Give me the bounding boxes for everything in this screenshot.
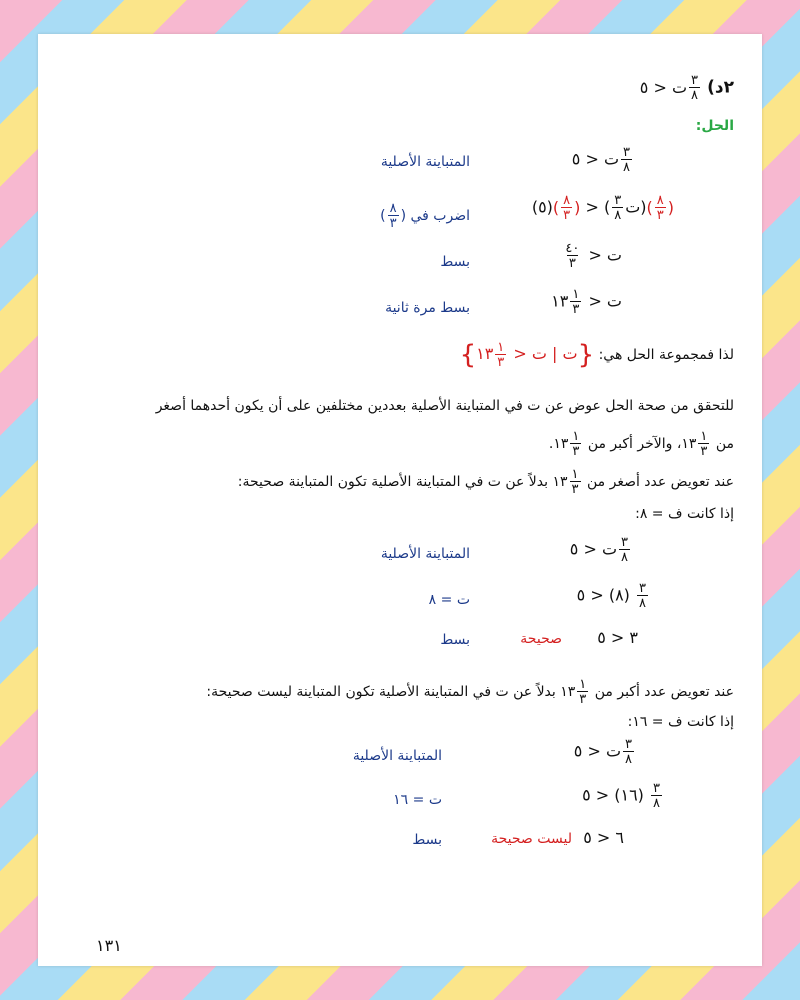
paragraph-line: من $\frac{١}{٣}$ ١٣، والآخر أكبر من $\frac{١}{٣}$ ١٣.: [548, 429, 734, 459]
paragraph-line: للتحقق من صحة الحل عوض عن ت في المتباينة الأصلية بعددين مختلفين على أن يكون أحدهما أصغر: [155, 398, 734, 414]
page-number: ١٣١: [96, 936, 122, 955]
step4-math: ت < $\frac{١}{٣}$ ١٣: [551, 287, 622, 317]
fraction: $\frac{٨}{٣}$: [656, 193, 664, 223]
case1-row1-note: المتباينة الأصلية: [380, 546, 470, 562]
step2-math: ( $\frac{٨}{٣}$ )(ت $\frac{٣}{٨}$ ) < ( $\frac{٨}{٣}$ )(٥): [531, 193, 674, 223]
fraction: $\frac{٣}{٨}$: [691, 73, 699, 103]
fraction: $\frac{٣}{٨}$: [639, 581, 646, 611]
case1-if: إذا كانت ف = ٨:: [635, 506, 734, 522]
case1-row2-note: ت = ٨: [428, 592, 470, 608]
fraction: $\frac{١}{٣}$: [700, 429, 708, 459]
solution-label: الحل:: [695, 118, 734, 134]
step1-note: المتباينة الأصلية: [380, 154, 470, 170]
fraction: $\frac{٨}{٣}$: [389, 201, 397, 231]
case2-row2-math: $\frac{٣}{٨}$ (١٦) < ٥: [582, 781, 660, 811]
fraction: $\frac{٣}{٨}$: [653, 781, 660, 811]
case1-row3-note: بسط: [440, 632, 470, 648]
fraction: $\frac{١}{٣}$: [572, 429, 580, 459]
fraction: $\frac{٤٠}{٣}$: [565, 241, 580, 271]
conclusion: لذا فمجموعة الحل هي: {ت | ت < $\frac{١}{٣}$ ١٣}: [459, 339, 734, 370]
case1-intro: عند تعويض عدد أصغر من $\frac{١}{٣}$ ١٣ بدلاً عن ت في المتباينة الأصلية تكون المتباينة صحيحة:: [237, 467, 734, 497]
step4-note: بسط مرة ثانية: [385, 300, 470, 316]
fraction: $\frac{١}{٣}$: [497, 339, 505, 370]
problem-label: ٢د): [707, 77, 734, 98]
case2-row1-math: $\frac{٣}{٨}$ ت < ٥: [573, 737, 632, 767]
case2-row2-note: ت = ١٦: [393, 792, 442, 808]
fraction: $\frac{١}{٣}$: [571, 467, 579, 497]
page: [38, 34, 762, 966]
case2-row3-note: بسط: [412, 832, 442, 848]
case2-intro: عند تعويض عدد أكبر من $\frac{١}{٣}$ ١٣ بدلاً عن ت في المتباينة الأصلية تكون المتباينة ليست صحيحة:: [206, 677, 734, 707]
fraction: $\frac{٣}{٨}$: [614, 193, 622, 223]
case1-row1-math: $\frac{٣}{٨}$ ت < ٥: [569, 535, 628, 565]
case1-row3-math: ٣ < ٥: [597, 628, 638, 647]
fraction: $\frac{٣}{٨}$: [625, 737, 632, 767]
step1-math: $\frac{٣}{٨}$ ت < ٥: [571, 145, 630, 175]
case1-row2-math: $\frac{٣}{٨}$ (٨) < ٥: [576, 581, 646, 611]
case2-row1-note: المتباينة الأصلية: [352, 748, 442, 764]
solution-set: ت | ت < $\frac{١}{٣}$ ١٣: [476, 339, 578, 370]
case2-row3-status: ليست صحيحة: [491, 831, 572, 847]
case2-row3-math: ٦ < ٥: [583, 828, 624, 847]
fraction: $\frac{٨}{٣}$: [563, 193, 571, 223]
problem-header: [640, 74, 734, 102]
step3-note: بسط: [440, 254, 470, 270]
fraction: $\frac{٣}{٨}$: [623, 145, 630, 175]
case2-if: إذا كانت ف = ١٦:: [627, 714, 734, 730]
step3-math: ت < $\frac{٤٠}{٣}$: [565, 241, 622, 271]
problem-expression: $\frac{٣}{٨}$ ت < ٥: [639, 73, 699, 103]
fraction: $\frac{٣}{٨}$: [621, 535, 628, 565]
case1-row3-status: صحيحة: [520, 631, 562, 647]
step2-note: اضرب في ( $\frac{٨}{٣}$ ): [380, 201, 470, 231]
fraction: $\frac{١}{٣}$: [572, 287, 580, 317]
fraction: $\frac{١}{٣}$: [579, 677, 587, 707]
